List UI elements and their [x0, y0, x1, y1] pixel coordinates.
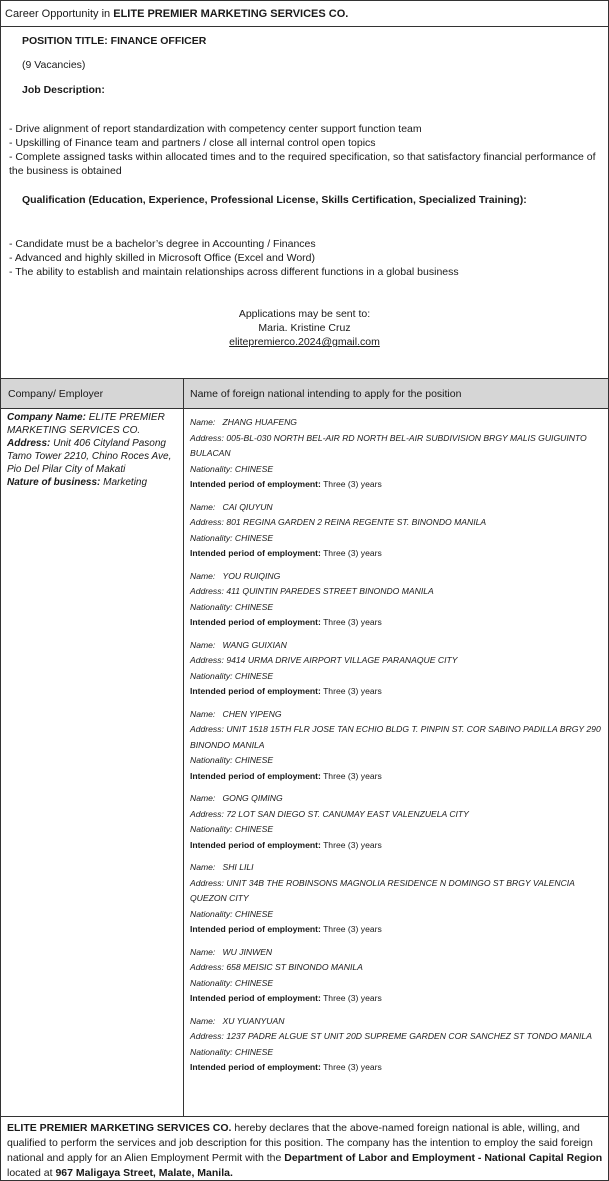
national-period-value: Three (3) years — [323, 770, 382, 781]
national-period-value: Three (3) years — [323, 839, 382, 850]
national-name-label: Name: — [190, 417, 216, 427]
company-nature-value: Marketing — [103, 477, 148, 488]
vacancies-count: (9 Vacancies) — [22, 59, 86, 71]
national-nationality-value: CHINESE — [234, 1046, 274, 1057]
list-item — [190, 500, 604, 562]
national-address-value: 1237 PADRE ALGUE ST UNIT 20D SUPREME GARDEN COR SANCHEZ ST TONDO MANILA — [226, 1031, 592, 1041]
list-item — [190, 1014, 604, 1076]
national-name-label: Name: — [190, 708, 216, 719]
contact-name: Maria. Kristine Cruz — [258, 322, 351, 334]
national-nationality — [190, 669, 604, 685]
national-period — [190, 615, 604, 631]
job-description-heading: Job Description: — [22, 84, 105, 96]
national-nationality-value: CHINESE — [234, 908, 274, 919]
national-nationality-label: Nationality: — [190, 463, 233, 474]
national-period-label: Intended period of employment: — [190, 617, 321, 627]
apply-line: Applications may be sent to: — [238, 308, 371, 320]
national-address-value: 658 MEISIC ST BINONDO MANILA — [226, 962, 363, 972]
national-address — [190, 807, 604, 823]
national-name — [190, 415, 604, 431]
national-name-label: Name: — [190, 570, 216, 581]
foreign-nationals-list — [190, 415, 604, 1083]
national-name-value: ZHANG HUAFENG — [222, 417, 297, 427]
declaration-paragraph — [7, 1121, 605, 1181]
column-header-company: Company/ Employer — [8, 388, 104, 400]
company-address-value: Unit 406 Cityland Pasong Tamo Tower 2210, Chino Roces Ave, Pio Del Pilar City of Makati — [7, 438, 172, 475]
national-address-label: Address: — [190, 432, 224, 443]
national-address-value: UNIT 1518 15TH FLR JOSE TAN ECHIO BLDG T. PINPIN ST. COR SABINO PADILLA BRGY 290 BINONDO MANILA — [190, 724, 601, 750]
national-name-value: CAI QIUYUN — [222, 501, 273, 512]
national-nationality-value: CHINESE — [234, 824, 274, 834]
national-name-value: XU YUANYUAN — [222, 1015, 285, 1026]
national-nationality-value: CHINESE — [234, 670, 274, 681]
qualification-heading: Qualification (Education, Experience, Professional License, Skills Certification, Specialized Training): — [22, 194, 527, 206]
application-contact — [1, 307, 608, 349]
national-address-label: Address: — [190, 724, 224, 734]
employer-nationals-table — [1, 379, 608, 1117]
national-address-value: 72 LOT SAN DIEGO ST. CANUMAY EAST VALENZUELA CITY — [226, 808, 469, 819]
national-period — [190, 922, 604, 938]
table-header-row — [1, 379, 608, 409]
list-item — [190, 791, 604, 853]
declaration-company: ELITE PREMIER MARKETING SERVICES CO. — [7, 1122, 232, 1134]
company-info — [7, 411, 179, 489]
national-nationality — [190, 462, 604, 478]
national-address — [190, 431, 604, 462]
national-period-label: Intended period of employment: — [190, 770, 321, 781]
national-nationality — [190, 976, 604, 992]
list-item: - Drive alignment of report standardization with competency center support function team — [9, 123, 422, 135]
list-item: - Candidate must be a bachelor’s degree in Accounting / Finances — [9, 238, 316, 250]
header-company: ELITE PREMIER MARKETING SERVICES CO. — [113, 8, 349, 20]
national-nationality-label: Nationality: — [190, 601, 233, 612]
column-header-nationals: Name of foreign national intending to apply for the position — [190, 388, 462, 400]
list-item: - Upskilling of Finance team and partners / close all internal control open topics — [9, 137, 376, 149]
national-address-label: Address: — [190, 586, 224, 596]
declaration-text-2: located at — [7, 1167, 53, 1179]
list-item: - The ability to establish and maintain relationships across different functions in a global business — [9, 266, 459, 278]
company-name-value: ELITE PREMIER MARKETING SERVICES CO. — [7, 412, 165, 436]
list-item — [190, 638, 604, 700]
declaration-location: 967 Maligaya Street, Malate, Manila. — [55, 1167, 233, 1179]
list-item: - Advanced and highly skilled in Microsoft Office (Excel and Word) — [9, 252, 316, 264]
national-nationality-value: CHINESE — [234, 977, 274, 988]
national-name — [190, 945, 604, 961]
national-period-label: Intended period of employment: — [190, 993, 321, 1003]
national-address-label: Address: — [190, 1031, 224, 1041]
list-item: - Complete assigned tasks within allocated times and to the required specification, so that satisfactory financial performance of the business is obtained — [9, 151, 596, 177]
national-name-label: Name: — [190, 862, 216, 872]
national-address-value: 411 QUINTIN PAREDES STREET BINONDO MANILA — [226, 586, 434, 596]
national-period — [190, 684, 604, 700]
national-name-value: YOU RUIQING — [222, 570, 281, 581]
national-nationality-value: CHINESE — [234, 601, 274, 612]
company-address-label: Address: — [7, 438, 51, 449]
national-name-value: WU JINWEN — [222, 946, 273, 957]
national-name-value: SHI LILI — [222, 862, 254, 872]
list-item — [190, 707, 604, 785]
list-item — [190, 415, 604, 493]
national-address-value: 801 REGINA GARDEN 2 REINA REGENTE ST. BINONDO MANILA — [226, 517, 487, 527]
national-period — [190, 838, 604, 854]
national-period — [190, 991, 604, 1007]
national-period-value: Three (3) years — [323, 548, 382, 558]
national-name — [190, 791, 604, 807]
national-name-label: Name: — [190, 793, 216, 803]
qualification-list — [9, 237, 603, 279]
national-nationality — [190, 907, 604, 923]
national-name-label: Name: — [190, 639, 216, 650]
national-address-label: Address: — [190, 962, 224, 972]
national-address — [190, 960, 604, 976]
national-period — [190, 546, 604, 562]
national-nationality-label: Nationality: — [190, 977, 233, 988]
national-nationality — [190, 531, 604, 547]
national-nationality-value: CHINESE — [234, 532, 274, 543]
national-address — [190, 515, 604, 531]
position-section — [1, 27, 608, 379]
national-name — [190, 500, 604, 516]
column-divider — [183, 379, 184, 1117]
national-address — [190, 722, 604, 753]
national-address — [190, 1029, 604, 1045]
national-period-label: Intended period of employment: — [190, 1062, 321, 1072]
national-address — [190, 584, 604, 600]
national-address — [190, 876, 604, 907]
list-item — [190, 569, 604, 631]
declaration-text-1: hereby declares that the above-named foreign national is able, willing, and qualified to perform the services and job description for this position. The company has the intention to employ the said foreign national and apply for an Alien Employment Permit with the — [7, 1122, 593, 1164]
national-name — [190, 569, 604, 585]
national-nationality — [190, 753, 604, 769]
job-description-list — [9, 122, 603, 178]
national-name-label: Name: — [190, 946, 216, 957]
national-period-value: Three (3) years — [323, 1062, 382, 1072]
national-address-label: Address: — [190, 808, 224, 819]
national-nationality-value: CHINESE — [234, 755, 274, 765]
national-period-label: Intended period of employment: — [190, 839, 321, 850]
national-period-label: Intended period of employment: — [190, 686, 321, 696]
list-item — [190, 860, 604, 938]
national-period-label: Intended period of employment: — [190, 479, 321, 489]
national-period-value: Three (3) years — [323, 924, 382, 934]
national-name — [190, 1014, 604, 1030]
national-period-value: Three (3) years — [323, 686, 382, 696]
header-prefix: Career Opportunity in — [5, 8, 111, 20]
national-address-value: UNIT 34B THE ROBINSONS MAGNOLIA RESIDENCE N DOMINGO ST BRGY VALENCIA QUEZON CITY — [190, 877, 575, 903]
national-address-label: Address: — [190, 517, 224, 527]
national-name-label: Name: — [190, 1015, 216, 1026]
national-nationality — [190, 600, 604, 616]
national-period — [190, 769, 604, 785]
national-address-value: 005-BL-030 NORTH BEL-AIR RD NORTH BEL-AIR SUBDIVISION BRGY MALIS GUIGUINTO BULACAN — [190, 432, 587, 458]
national-period-value: Three (3) years — [323, 479, 382, 489]
national-nationality-label: Nationality: — [190, 908, 233, 919]
company-nature-label: Nature of business: — [7, 477, 101, 488]
national-period-value: Three (3) years — [323, 617, 382, 627]
national-period-label: Intended period of employment: — [190, 548, 321, 558]
national-nationality-label: Nationality: — [190, 532, 233, 543]
national-name-value: GONG QIMING — [222, 793, 283, 803]
national-period — [190, 477, 604, 493]
declaration-department: Department of Labor and Employment - National Capital Region — [284, 1152, 603, 1164]
company-name-label: Company Name: — [7, 412, 86, 423]
national-address-value: 9414 URMA DRIVE AIRPORT VILLAGE PARANAQUE CITY — [226, 655, 458, 665]
national-name — [190, 707, 604, 723]
national-name-label: Name: — [190, 501, 216, 512]
table-bottom-border — [1, 1116, 608, 1117]
contact-email-link[interactable]: elitepremierco.2024@gmail.com — [229, 336, 380, 348]
national-name-value: WANG GUIXIAN — [222, 639, 287, 650]
national-nationality-label: Nationality: — [190, 670, 233, 681]
national-nationality-label: Nationality: — [190, 1046, 233, 1057]
national-address-label: Address: — [190, 655, 224, 665]
national-name-value: CHEN YIPENG — [222, 708, 282, 719]
national-name — [190, 860, 604, 876]
national-nationality-value: CHINESE — [234, 463, 274, 474]
national-period-value: Three (3) years — [323, 993, 382, 1003]
national-nationality — [190, 1045, 604, 1061]
national-name — [190, 638, 604, 654]
position-title: POSITION TITLE: FINANCE OFFICER — [22, 35, 207, 47]
national-period-label: Intended period of employment: — [190, 924, 321, 934]
list-item — [190, 945, 604, 1007]
national-nationality — [190, 822, 604, 838]
national-address — [190, 653, 604, 669]
national-period — [190, 1060, 604, 1076]
national-nationality-label: Nationality: — [190, 824, 233, 834]
national-nationality-label: Nationality: — [190, 755, 233, 765]
document-header — [1, 1, 608, 27]
national-address-label: Address: — [190, 877, 224, 888]
